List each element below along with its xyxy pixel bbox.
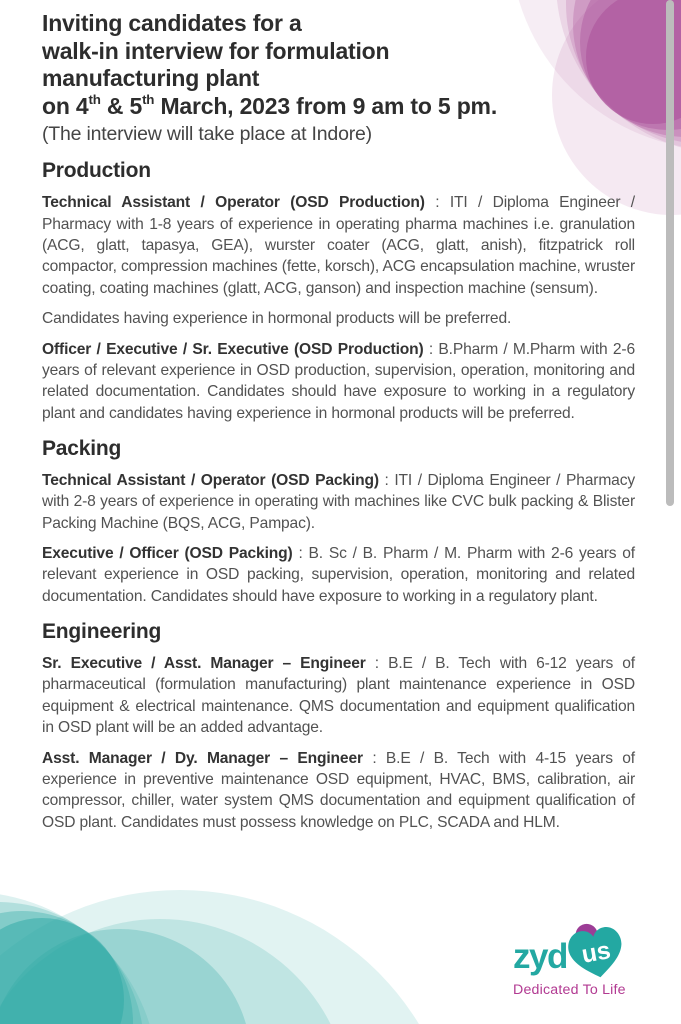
separator: : bbox=[362, 749, 386, 767]
teal-circle bbox=[0, 919, 351, 1024]
job-description: B.E / B. Tech with 4-15 years of experience in preventive maintenance OSD equipment, HVAC, BMS, calibration, air compressor, chiller, water system QMS documentation and equipment qualification of OSD plant. Candidates must possess knowledge on PLC, SCADA and HLM. bbox=[42, 749, 635, 831]
teal-circle bbox=[0, 892, 158, 1024]
zydus-wordmark bbox=[513, 931, 649, 981]
teal-circle bbox=[0, 918, 124, 1024]
zydus-logo-text: zyd bbox=[513, 936, 567, 976]
job-title: Officer / Executive / Sr. Executive (OSD Production) bbox=[42, 340, 424, 358]
separator: : bbox=[424, 194, 450, 212]
logo-tagline: Dedicated To Life bbox=[513, 982, 626, 998]
teal-circle bbox=[0, 929, 251, 1024]
teal-circle bbox=[0, 890, 460, 1024]
job-description: B. Sc / B. Pharm / M. Pharm with 2-6 years of relevant experience in OSD packing, supervision, operation, monitoring and related documentation. Candidates should have exposure to working in a regulatory plant. bbox=[42, 545, 635, 605]
teal-circle bbox=[0, 911, 133, 1024]
logo-us-text: us bbox=[579, 937, 613, 969]
job-description: B.E / B. Tech with 6-12 years of pharmaceutical (formulation manufacturing) plant maintenance experience in OSD equipment & electrical maintenance. QMS documentation and equipment qualification in OSD plant will be an added advantage. bbox=[42, 655, 635, 737]
separator: : bbox=[292, 545, 309, 563]
job-paragraph bbox=[42, 748, 635, 833]
date-line: on 4th & 5th March, 2023 from 9 am to 5 pm. bbox=[42, 91, 498, 119]
section-engineering bbox=[42, 620, 635, 833]
title-line-1: Inviting candidates for a bbox=[42, 10, 302, 36]
title-line-3: manufacturing plant bbox=[42, 65, 260, 92]
section-heading: Engineering bbox=[42, 620, 162, 644]
page-title bbox=[42, 10, 635, 120]
job-description: ITI / Diploma Engineer / Pharmacy with 2-8 years of experience in operating with machines like CVC bulk packing & Blister Packing Machine (BQS, ACG, Pampac). bbox=[42, 471, 635, 532]
job-paragraph bbox=[42, 653, 635, 738]
section-heading: Packing bbox=[42, 436, 122, 460]
interview-location-note: (The interview will take place at Indore) bbox=[42, 123, 372, 146]
job-title: Technical Assistant / Operator (OSD Production) bbox=[42, 194, 425, 212]
note-paragraph: Candidates having experience in hormonal products will be preferred. bbox=[42, 310, 512, 328]
separator: : bbox=[378, 471, 395, 489]
ordinal-suffix: th bbox=[142, 91, 155, 107]
job-title: Asst. Manager / Dy. Manager – Engineer bbox=[42, 749, 363, 767]
job-paragraph bbox=[42, 339, 635, 424]
section-packing bbox=[42, 437, 635, 607]
separator: : bbox=[423, 340, 439, 358]
title-line-2: walk-in interview for formulation bbox=[42, 37, 390, 64]
ordinal-suffix: th bbox=[88, 91, 101, 107]
job-description: ITI / Diploma Engineer / Pharmacy with 1-8 years of experience in operating pharma machines i.e. granulation (ACG, glatt, tapasya, GEA), wurster coater (ACG, glatt, anish), fitzpatrick roll compactor, compression machines (fette, korsch), ACG encapsulation machine, wruster coating, coating machines (glatt, ACG, ganson) and inspection machine (sensum). bbox=[42, 194, 635, 297]
job-title: Executive / Officer (OSD Packing) bbox=[42, 545, 293, 563]
job-title: Technical Assistant / Operator (OSD Packing) bbox=[42, 471, 379, 489]
teal-circle bbox=[0, 902, 144, 1024]
zydus-logo bbox=[513, 931, 649, 998]
separator: : bbox=[365, 655, 389, 673]
job-description: B.Pharm / M.Pharm with 2-6 years of relevant experience in OSD production, supervision, operation, monitoring and related documentation. Candidates should have exposure to working in a regulatory plant and candidates having experience in hormonal products will be preferred. bbox=[42, 340, 635, 422]
section-production bbox=[42, 159, 635, 424]
job-title: Sr. Executive / Asst. Manager – Engineer bbox=[42, 655, 366, 673]
scrollbar-thumb[interactable] bbox=[666, 0, 674, 506]
job-paragraph bbox=[42, 192, 635, 299]
heart-icon bbox=[565, 923, 627, 981]
job-paragraph bbox=[42, 543, 635, 607]
job-paragraph bbox=[42, 470, 635, 534]
section-heading: Production bbox=[42, 159, 151, 183]
